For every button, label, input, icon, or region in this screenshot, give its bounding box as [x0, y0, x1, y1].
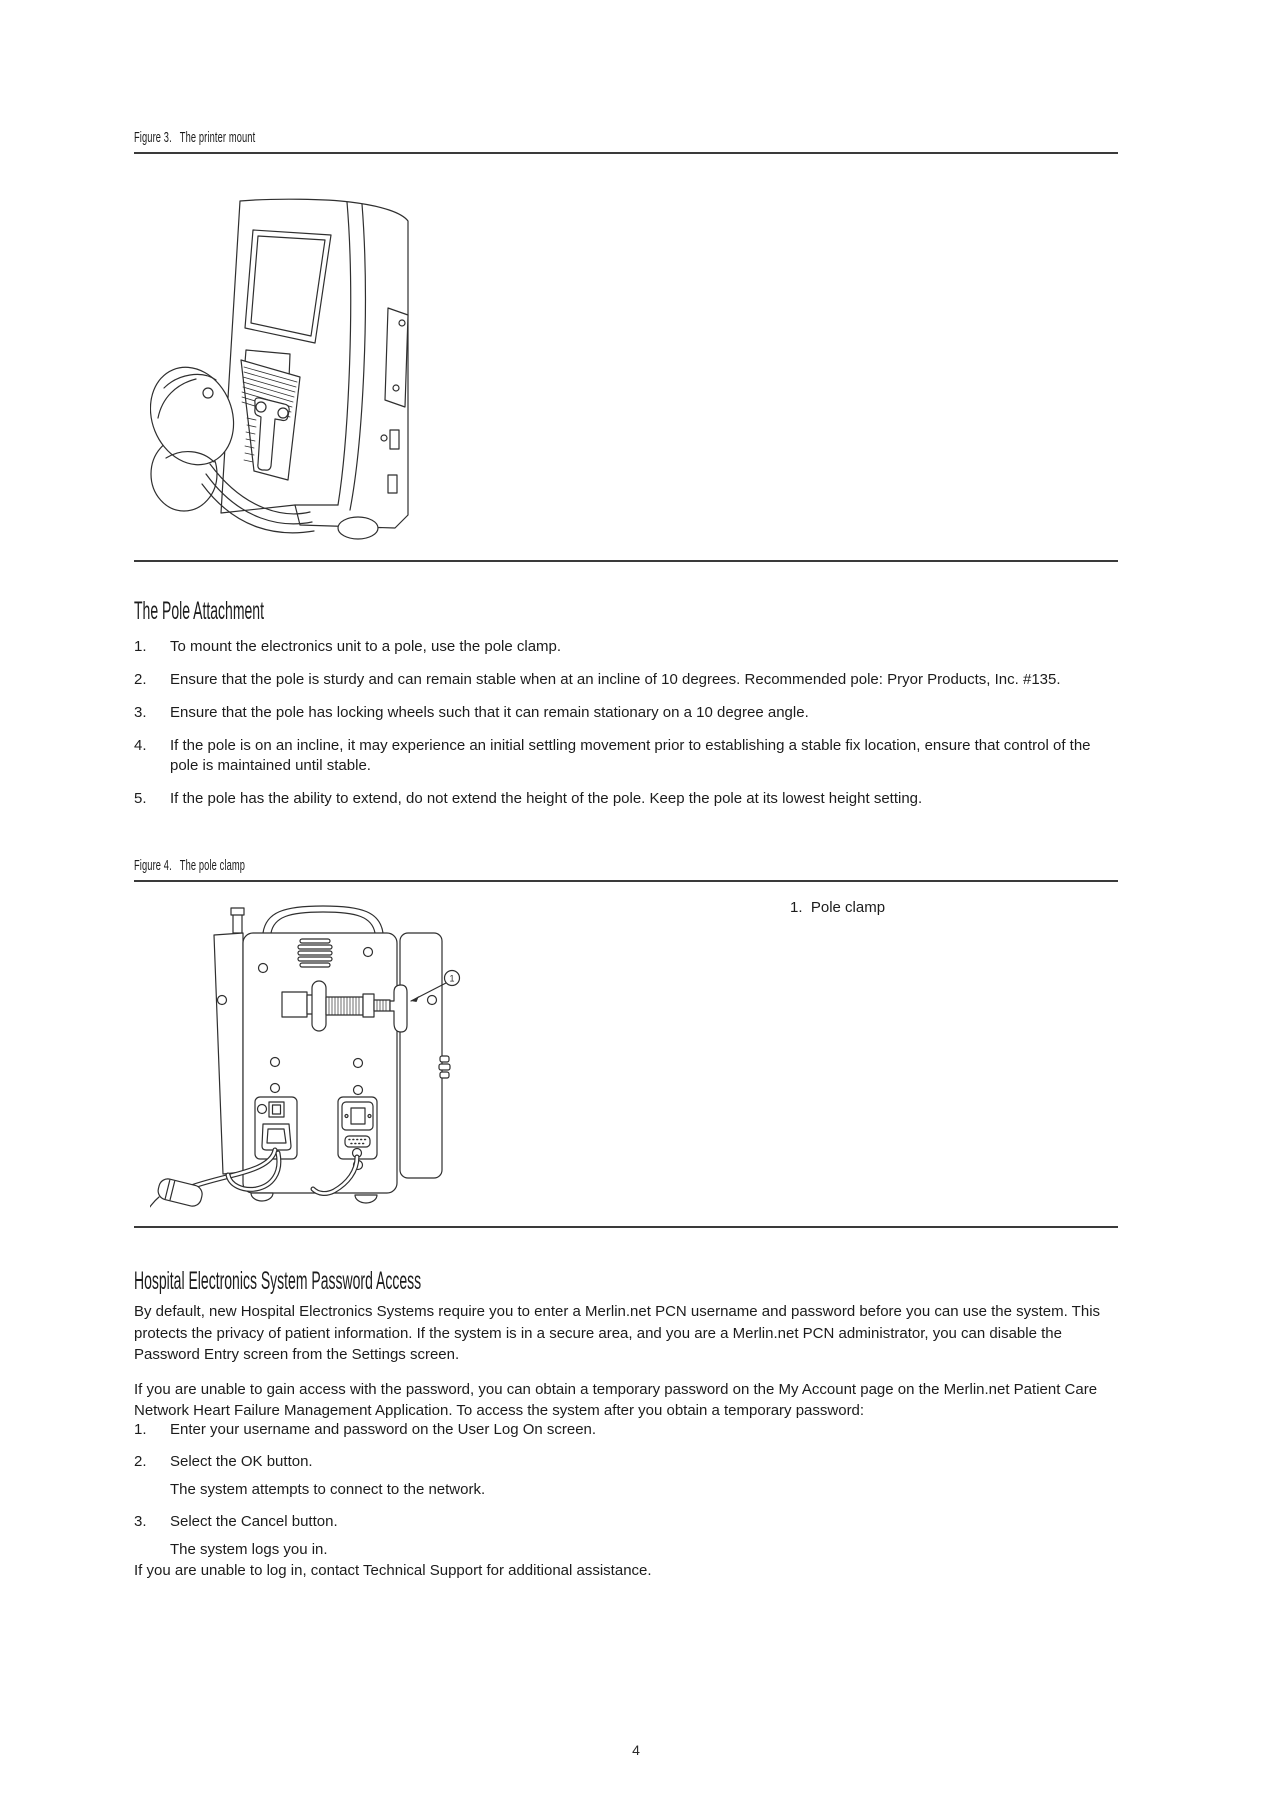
- figure3-caption-title: The printer mount: [179, 129, 256, 146]
- password-access-steps: [134, 1420, 1118, 1572]
- figure4-caption-title: The pole clamp: [179, 857, 246, 874]
- list-item: [134, 1420, 1118, 1440]
- pole-attachment-list: [134, 637, 1118, 822]
- list-item-text: Enter your username and password on the User Log On screen.: [170, 1421, 597, 1438]
- figure3-caption: [134, 129, 1118, 154]
- list-item: [134, 637, 1118, 657]
- paragraph: By default, new Hospital Electronics Systems require you to enter a Merlin.net PCN username and password before you can use the system. This protects the privacy of patient information. If the system is in a secure area, and you are a Merlin.net PCN administrator, you can disable the Password Entry screen from the Settings screen.: [134, 1303, 1101, 1363]
- list-item-number: 1.: [134, 638, 147, 655]
- figure3-illustration: [150, 166, 412, 546]
- figure4-callout-label: 1. Pole clamp: [790, 899, 886, 916]
- list-item-number: 4.: [134, 737, 147, 754]
- handle: [263, 906, 383, 933]
- printer-mount-drawing: [150, 166, 412, 546]
- list-item: [134, 703, 1118, 723]
- figure4-end-rule: [134, 1226, 1118, 1228]
- list-item-number: 3.: [134, 704, 147, 721]
- list-item-number: 2.: [134, 1453, 147, 1470]
- list-item-number: 1.: [134, 1421, 147, 1438]
- figure4-caption: [134, 857, 1118, 882]
- list-item-number: 2.: [134, 671, 147, 688]
- paragraph: If you are unable to gain access with the password, you can obtain a temporary password on the My Account page on the Merlin.net Patient Care Network Heart Failure Management Application. To access the system after you obtain a temporary password:: [134, 1380, 1098, 1419]
- password-access-paragraphs: [134, 1301, 1118, 1435]
- power-plug: [156, 1177, 204, 1208]
- pole-clamp-drawing: [150, 903, 462, 1215]
- list-item-text: Select the OK button. The system attempts to connect to the network.: [170, 1452, 1118, 1500]
- figure3-end-rule: [134, 560, 1118, 562]
- list-item-text: Select the Cancel button. The system logs you in.: [170, 1512, 1118, 1560]
- step-result-text: The system logs you in.: [170, 1541, 328, 1558]
- cabinet-foot: [338, 517, 378, 539]
- list-item-text: Ensure that the pole has locking wheels such that it can remain stationary on a 10 degree angle.: [170, 704, 809, 721]
- list-item: [134, 1512, 1118, 1560]
- figure4-illustration: [150, 903, 462, 1215]
- list-item-text: Ensure that the pole is sturdy and can remain stable when at an incline of 10 degrees. Recommended pole: Pryor Products, Inc. #135.: [170, 671, 1061, 688]
- list-item: [134, 1452, 1118, 1500]
- figure4-caption-label: Figure 4.: [134, 857, 172, 874]
- support-note: If you are unable to log in, contact Technical Support for additional assistance.: [134, 1562, 652, 1579]
- list-item: [134, 789, 1118, 809]
- list-item-number: 5.: [134, 790, 147, 807]
- list-item: [134, 670, 1118, 690]
- pole-attachment-heading: The Pole Attachment: [134, 597, 264, 625]
- list-item: [134, 736, 1118, 776]
- password-access-heading: Hospital Electronics System Password Access: [134, 1267, 422, 1295]
- step-result-text: The system attempts to connect to the network.: [170, 1481, 486, 1498]
- page-number: 4: [632, 1742, 640, 1758]
- figure3-caption-label: Figure 3.: [134, 129, 172, 146]
- list-item-text: To mount the electronics unit to a pole, use the pole clamp.: [170, 638, 562, 655]
- callout-number: 1: [449, 973, 455, 984]
- list-item-number: 3.: [134, 1513, 147, 1530]
- list-item-text: If the pole has the ability to extend, do not extend the height of the pole. Keep the pole at its lowest height setting.: [170, 790, 923, 807]
- list-item-text: If the pole is on an incline, it may experience an initial settling movement prior to establishing a stable fix location, ensure that control of the pole is maintained until stable.: [170, 737, 1091, 774]
